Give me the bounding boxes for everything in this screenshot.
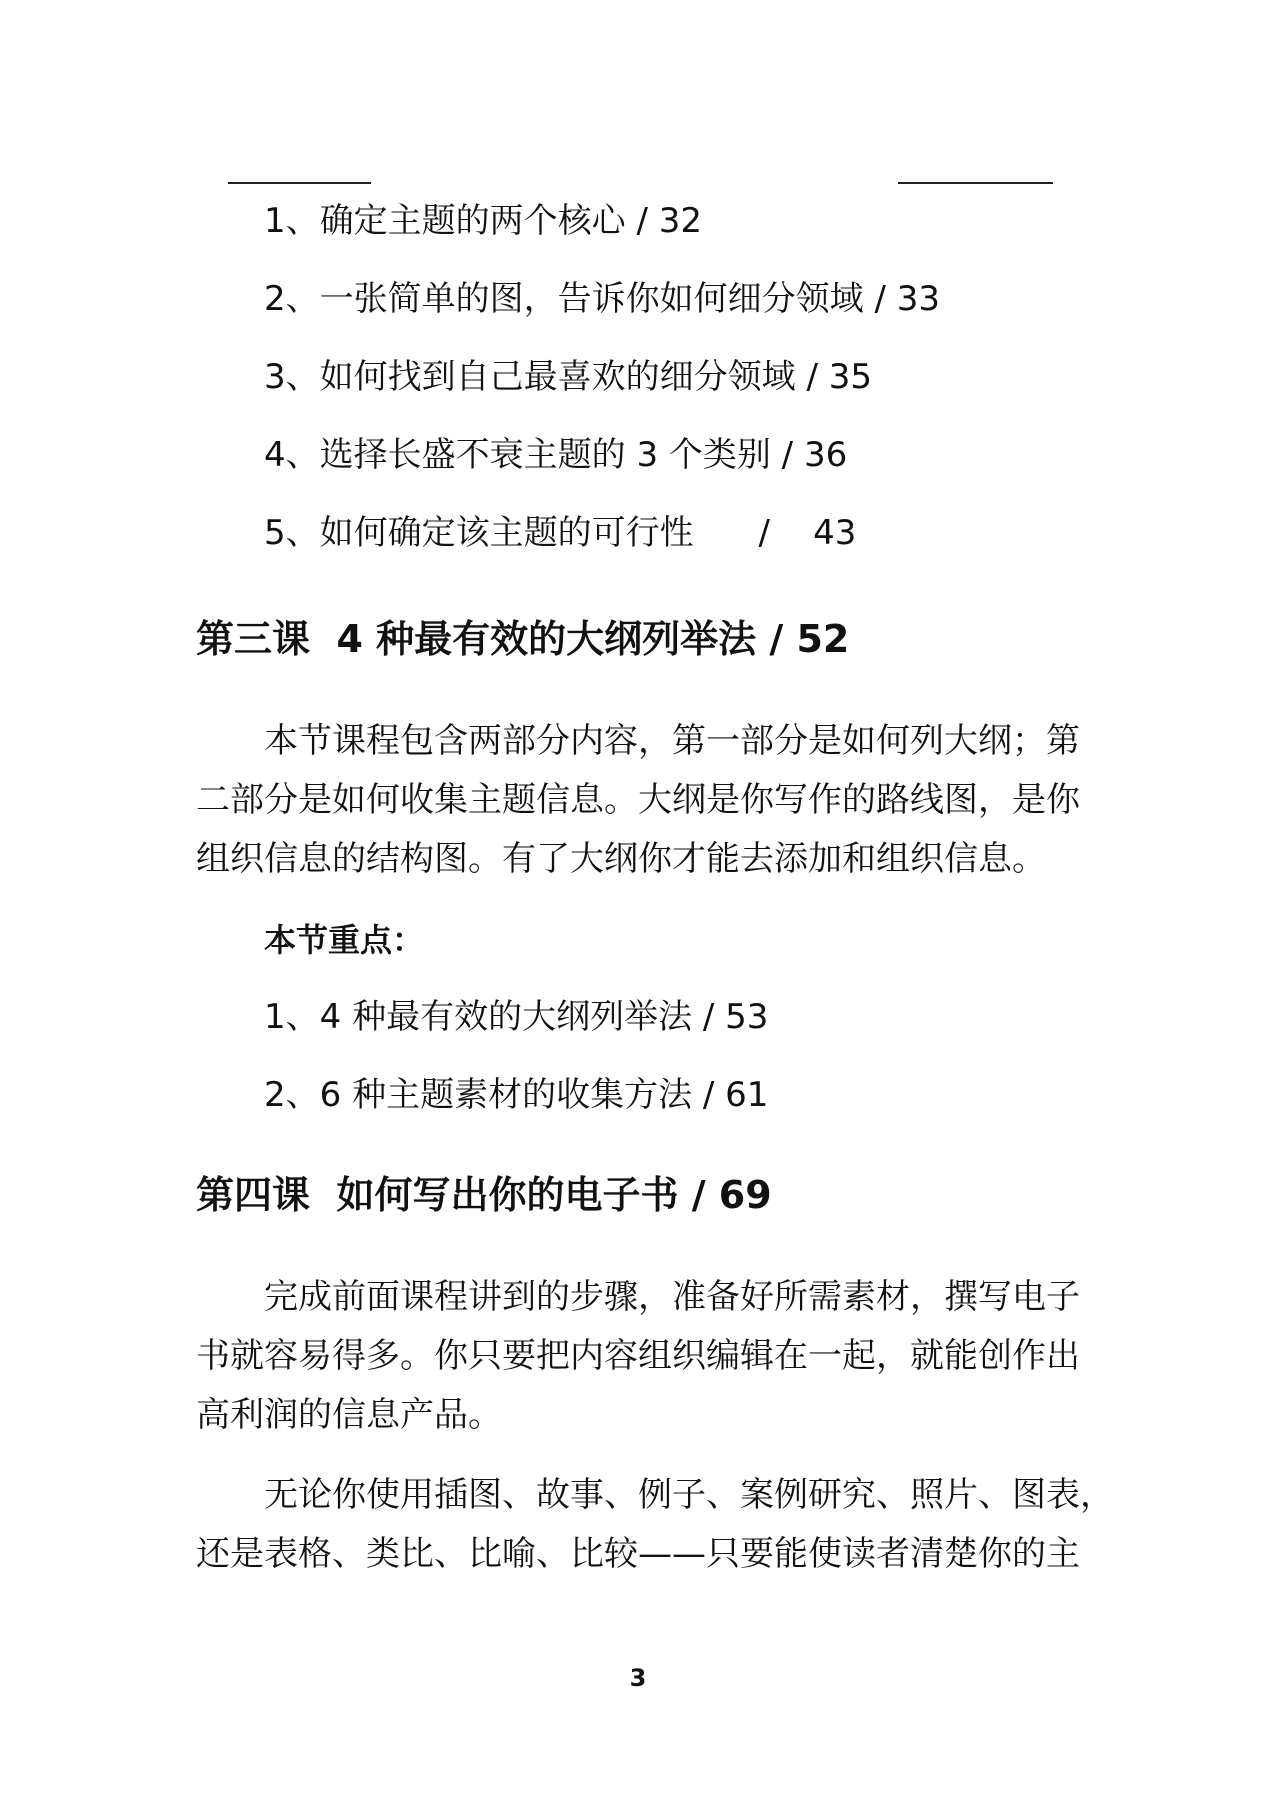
toc-item: 4、选择长盛不衰主题的 3 个类别 / 36: [264, 435, 848, 475]
toc-item: 3、如何找到自己最喜欢的细分领域 / 35: [264, 357, 872, 397]
lesson4-paragraph-line: 无论你使用插图、故事、例子、案例研究、照片、图表，: [264, 1475, 1114, 1515]
key-point-item: 2、6 种主题素材的收集方法 / 61: [264, 1075, 769, 1115]
header-rule-left: [228, 182, 371, 184]
toc-item: 2、一张简单的图，告诉你如何细分领域 / 33: [264, 279, 940, 319]
header-rule-right: [898, 182, 1053, 184]
lesson3-heading: 第三课 4 种最有效的大纲列举法 / 52: [196, 617, 850, 661]
lesson4-heading: 第四课 如何写出你的电子书 / 69: [196, 1173, 772, 1217]
lesson3-paragraph-line: 组织信息的结构图。有了大纲你才能去添加和组织信息。: [196, 839, 1046, 879]
lesson4-paragraph-line: 完成前面课程讲到的步骤，准备好所需素材，撰写电子: [264, 1277, 1080, 1317]
lesson4-paragraph-line: 书就容易得多。你只要把内容组织编辑在一起，就能创作出: [196, 1336, 1080, 1376]
toc-item: 5、如何确定该主题的可行性 / 43: [264, 513, 857, 553]
key-point-item: 1、4 种最有效的大纲列举法 / 53: [264, 997, 769, 1037]
lesson3-paragraph-line: 二部分是如何收集主题信息。大纲是你写作的路线图，是你: [196, 780, 1080, 820]
page-number: 3: [629, 1664, 647, 1692]
toc-item: 1、确定主题的两个核心 / 32: [264, 201, 702, 241]
lesson3-paragraph-line: 本节课程包含两部分内容，第一部分是如何列大纲；第: [264, 721, 1080, 761]
key-points-title: 本节重点：: [264, 921, 425, 959]
lesson4-paragraph-line: 高利润的信息产品。: [196, 1395, 502, 1435]
lesson4-paragraph-line: 还是表格、类比、比喻、比较——只要能使读者清楚你的主: [196, 1534, 1080, 1574]
